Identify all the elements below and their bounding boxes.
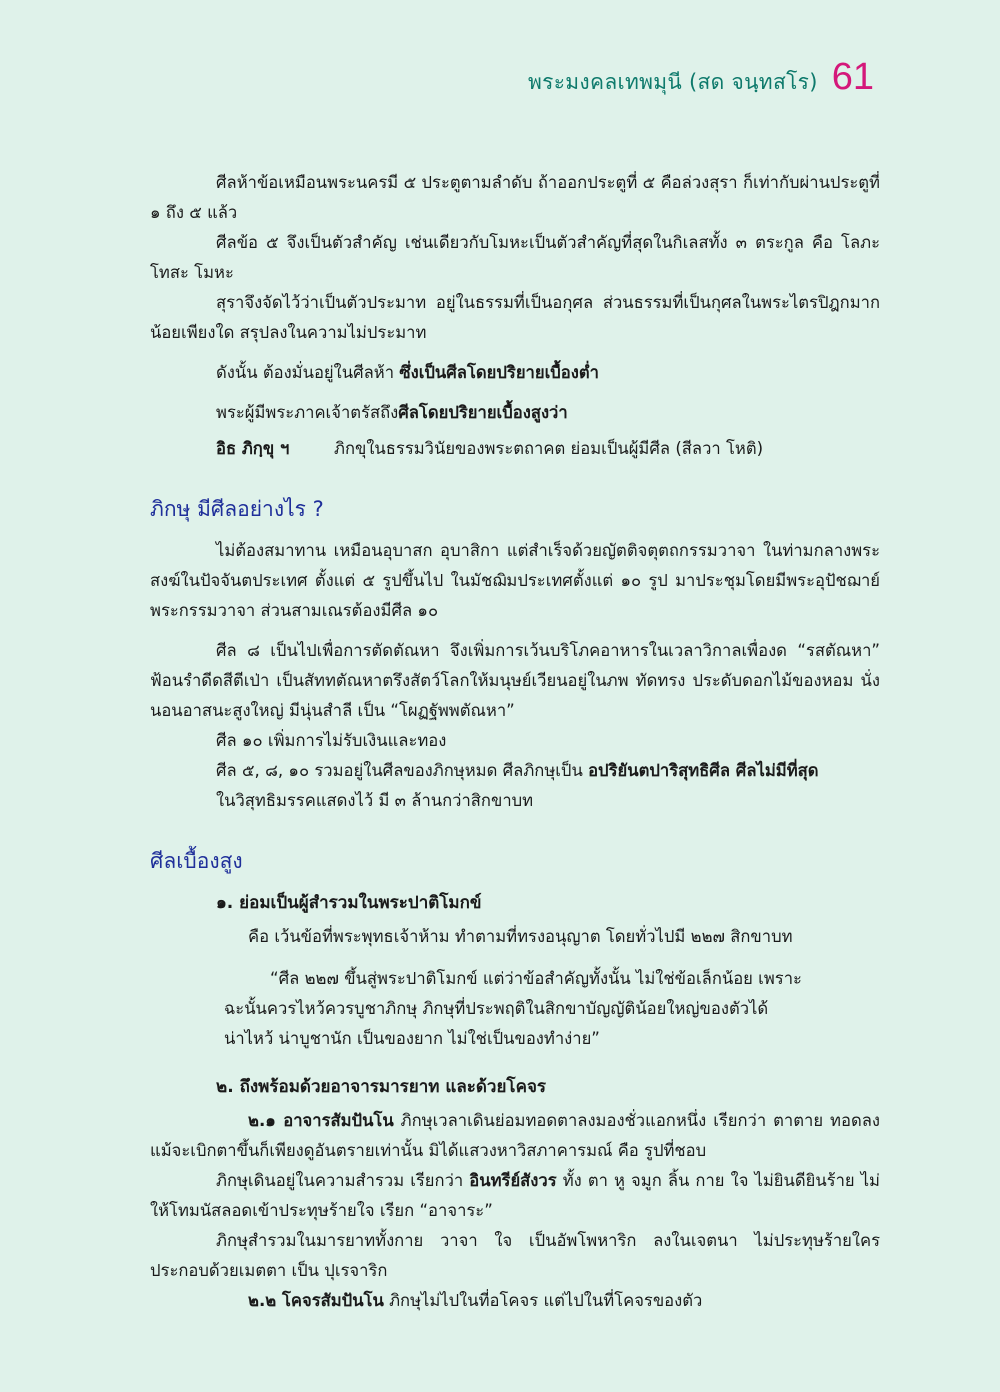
text-run: ภิกษุเดินอยู่ในความสำรวม เรียกว่า xyxy=(216,1171,470,1190)
quote-block xyxy=(150,964,880,1054)
text-run: ศีล ๕, ๘, ๑๐ รวมอยู่ในศีลของภิกษุหมด ศีลภิกษุเป็น xyxy=(216,761,589,780)
sub-heading: ๒. ถึงพร้อมด้วยอาจารมารยาท และด้วยโคจร xyxy=(216,1077,547,1097)
paragraph: คือ เว้นข้อที่พระพุทธเจ้าห้าม ทำตามที่ทรงอนุญาต โดยทั่วไปมี ๒๒๗ สิกขาบท xyxy=(248,927,793,946)
sub-heading: ๑. ย่อมเป็นผู้สำรวมในพระปาติโมกข์ xyxy=(216,893,482,913)
paragraph xyxy=(150,1106,880,1166)
section-heading: ศีลเบื้องสูง xyxy=(150,849,243,873)
emphasis-text: อินทรีย์สังวร xyxy=(469,1171,557,1190)
paragraph: ศีลข้อ ๕ จึงเป็นตัวสำคัญ เช่นเดียวกับโมหะเป็นตัวสำคัญที่สุดในกิเลสทั้ง ๓ ตระกูล คือ โลภะ โทสะ โมหะ xyxy=(150,233,880,282)
paragraph xyxy=(150,756,880,786)
section-heading: ภิกษุ มีศีลอย่างไร ? xyxy=(150,497,324,521)
text-run: ภิกษุเวลาเดินย่อมทอดตาลงมองชั่วแอกหนึ่ง เรียกว่า ตาตาย ทอดลง แม้จะเบิกตาขึ้นก็เพียงดูอันตรายเท่านั้น มิได้แสวงหาวิสภาคารมณ์ คือ รูปที่ชอบ xyxy=(150,1111,880,1160)
emphasis-text: ๒.๑ อาจารสัมปันโน xyxy=(248,1111,394,1130)
emphasis-text: อปริยันตปาริสุทธิศีล ศีลไม่มีที่สุด xyxy=(588,761,819,780)
pali-definition xyxy=(150,434,880,464)
paragraph: สุราจึงจัดไว้ว่าเป็นตัวประมาท อยู่ในธรรมที่เป็นอกุศล ส่วนธรรมที่เป็นกุศลในพระไตรปิฎกมากน้อยเพียงใด สรุปลงในความไม่ประมาท xyxy=(150,293,880,342)
pali-term: อิธ ภิกฺขุ ฯ xyxy=(216,439,290,458)
emphasis-text: ๒.๒ โคจรสัมปันโน xyxy=(248,1291,384,1310)
paragraph xyxy=(150,358,880,388)
quote-line: “ศีล ๒๒๗ ขึ้นสู่พระปาติโมกข์ แต่ว่าข้อสำคัญทั้งนั้น ไม่ใช่ข้อเล็กน้อย เพราะ xyxy=(270,969,802,988)
emphasis-text: ศีลโดยปริยายเบื้องสูงว่า xyxy=(398,403,568,422)
text-run: ภิกษุไม่ไปในที่อโคจร แต่ไปในที่โคจรของตัว xyxy=(383,1291,703,1310)
pali-meaning: ภิกขุในธรรมวินัยของพระตถาคต ย่อมเป็นผู้มีศีล (สีลวา โหติ) xyxy=(334,439,764,458)
paragraph: ศีล ๘ เป็นไปเพื่อการตัดตัณหา จึงเพิ่มการเว้นบริโภคอาหารในเวลาวิกาลเพื่องด “รสตัณหา” ฟ้อนรำดีดสีตีเป่า เป็นสัททตัณหาตรึงสัตว์โลกให้มนุษย์เวียนอยู่ในภพ ทัดทรง ประดับดอกไม้ของหอม นั่งนอนอาสนะสูงใหญ่ มีนุ่นสำลี เป็น “โผฏฐัพพตัณหา” xyxy=(150,641,880,720)
paragraph: ในวิสุทธิมรรคแสดงไว้ มี ๓ ล้านกว่าสิกขาบท xyxy=(216,791,534,810)
running-header xyxy=(528,58,874,99)
header-title: พระมงคลเทพมุนี (สด จนฺทสโร) xyxy=(527,70,818,94)
quote-line: ฉะนั้นควรไหว้ควรบูชาภิกษุ ภิกษุที่ประพฤติในสิกขาบัญญัติน้อยใหญ่ของตัวได้ xyxy=(224,999,769,1018)
paragraph xyxy=(150,398,880,428)
paragraph: ภิกษุสำรวมในมารยาททั้งกาย วาจา ใจ เป็นอัพโพหาริก ลงในเจตนา ไม่ประทุษร้ายใครประกอบด้วยเมตตา เป็น ปุเรจาริก xyxy=(150,1231,880,1280)
quote-line: น่าไหว้ น่าบูชานัก เป็นของยาก ไม่ใช่เป็นของทำง่าย” xyxy=(224,1029,600,1048)
paragraph: ศีลห้าข้อเหมือนพระนครมี ๕ ประตูตามลำดับ ถ้าออกประตูที่ ๕ คือล่วงสุรา ก็เท่ากับผ่านประตูที่ ๑ ถึง ๕ แล้ว xyxy=(150,173,880,222)
paragraph xyxy=(150,1166,880,1226)
body-content xyxy=(150,168,880,1316)
text-run: ดังนั้น ต้องมั่นอยู่ในศีลห้า xyxy=(216,363,400,382)
paragraph: ศีล ๑๐ เพิ่มการไม่รับเงินและทอง xyxy=(216,731,447,750)
emphasis-text: ซึ่งเป็นศีลโดยปริยายเบื้องต่ำ xyxy=(399,363,599,382)
text-run: พระผู้มีพระภาคเจ้าตรัสถึง xyxy=(216,403,399,422)
paragraph xyxy=(150,1286,880,1316)
text-run: ทั้ง ตา หู จมูก ลิ้น กาย ใจ ไม่ยินดียินร้าย ไม่ให้โทมนัสลอดเข้าประทุษร้ายใจ เรียก “อาจาระ” xyxy=(150,1171,880,1220)
paragraph: ไม่ต้องสมาทาน เหมือนอุบาสก อุบาสิกา แต่สำเร็จด้วยญัตติจตุตถกรรมวาจา ในท่ามกลางพระสงฆ์ในปัจจันตประเทศ ตั้งแต่ ๕ รูปขึ้นไป ในมัชฌิมประเทศตั้งแต่ ๑๐ รูป มาประชุมโดยมีพระอุปัชฌาย์ พระกรรมวาจา ส่วนสามเณรต้องมีศีล ๑๐ xyxy=(150,541,880,620)
page-number: 61 xyxy=(831,56,874,98)
